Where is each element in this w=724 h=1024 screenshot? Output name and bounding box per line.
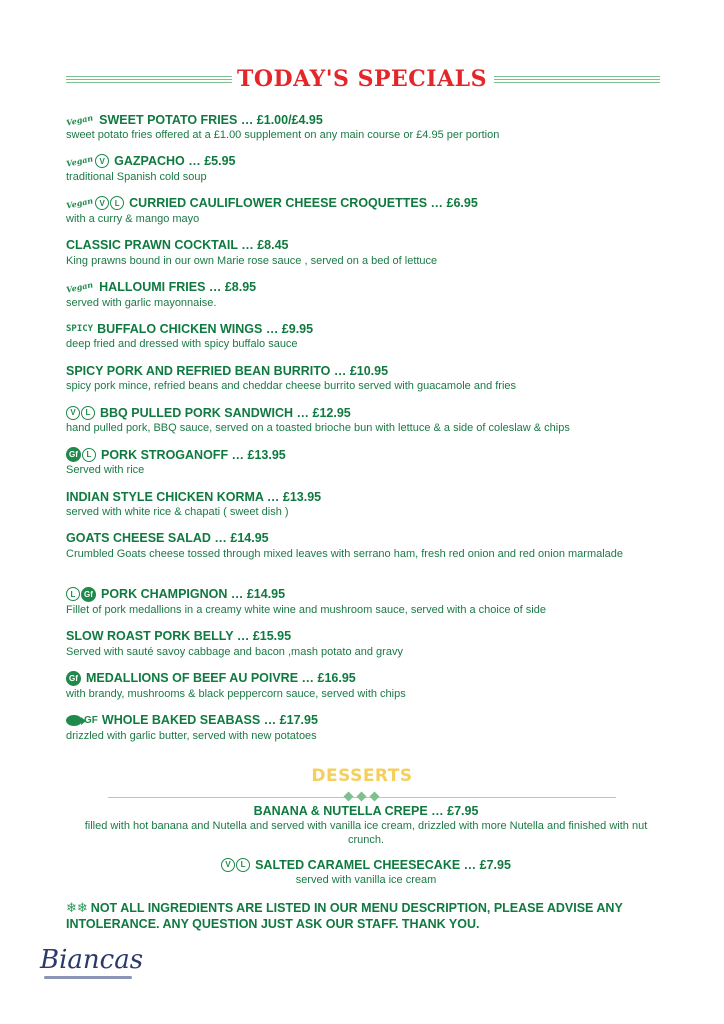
menu-item xyxy=(66,237,666,279)
item-name: WHOLE BAKED SEABASS … £17.95 xyxy=(101,713,318,728)
item-description: with a curry & mango mayo xyxy=(66,212,200,225)
menu-item xyxy=(66,195,666,237)
menu-item xyxy=(66,111,666,153)
item-name: INDIAN STYLE CHICKEN KORMA … £13.95 xyxy=(66,489,322,504)
item-description: Served with rice xyxy=(66,464,145,477)
lactose-icon: L xyxy=(66,587,80,601)
item-name: CURRIED CAULIFLOWER CHEESE CROQUETTES … £6.95 xyxy=(129,196,478,211)
item-description: deep fried and dressed with spicy buffalo sauce xyxy=(66,338,298,351)
menu-item xyxy=(66,153,666,195)
item-name: PORK STROGANOFF … £13.95 xyxy=(101,447,286,462)
item-name: GAZPACHO … £5.95 xyxy=(114,154,236,169)
notice-text: NOT ALL INGREDIENTS ARE LISTED IN OUR MENU DESCRIPTION, PLEASE ADVISE ANY INTOLERANCE. ANY QUESTION JUST ASK OUR STAFF. THANK YOU. xyxy=(66,901,623,931)
diamond-ornament xyxy=(344,792,354,802)
diamond-ornament xyxy=(370,792,380,802)
item-name: SWEET POTATO FRIES … £1.00/£4.95 xyxy=(99,112,323,127)
item-name: SPICY PORK AND REFRIED BEAN BURRITO … £10.95 xyxy=(66,363,389,378)
menu-item xyxy=(66,670,666,712)
item-name: PORK CHAMPIGNON … £14.95 xyxy=(101,587,286,602)
desserts-heading: DESSERTS xyxy=(311,766,413,786)
vegetarian-icon: V xyxy=(66,406,80,420)
menu-item xyxy=(66,712,666,754)
allergy-notice xyxy=(66,900,666,932)
menu-item xyxy=(66,446,666,488)
menu-item xyxy=(66,320,666,362)
restaurant-logo: Biancas xyxy=(40,945,144,975)
menu-item xyxy=(66,279,666,321)
vegetarian-icon: V xyxy=(221,858,235,872)
item-name: SLOW ROAST PORK BELLY … £15.95 xyxy=(66,629,292,644)
gluten-free-icon: GF xyxy=(84,714,98,726)
logo-swoosh xyxy=(44,976,132,979)
vegan-icon: Vegan xyxy=(65,195,94,211)
item-description: King prawns bound in our own Marie rose sauce , served on a bed of lettuce xyxy=(66,254,438,267)
gluten-free-icon: Gf xyxy=(81,587,96,602)
gluten-free-icon: Gf xyxy=(66,671,81,686)
item-description: traditional Spanish cold soup xyxy=(66,170,207,183)
menu-item xyxy=(66,404,666,446)
gluten-free-icon: Gf xyxy=(66,447,81,462)
item-name: CLASSIC PRAWN COCKTAIL … £8.45 xyxy=(66,238,289,253)
item-description: hand pulled pork, BBQ sauce, served on a toasted brioche bun with lettuce & a side of coleslaw & chips xyxy=(66,422,570,435)
menu-item xyxy=(66,628,666,670)
item-name: GOATS CHEESE SALAD … £14.95 xyxy=(66,531,269,546)
dessert-item xyxy=(66,856,666,887)
menu-item xyxy=(66,362,666,404)
item-description: drizzled with garlic butter, served with new potatoes xyxy=(66,729,317,742)
dessert-description: filled with hot banana and Nutella and served with vanilla ice cream, drizzled with more Nutella and finished with nut crunch. xyxy=(84,820,648,846)
item-description: served with garlic mayonnaise. xyxy=(66,296,217,309)
dessert-name: SALTED CARAMEL CHEESECAKE … £7.95 xyxy=(255,857,511,872)
item-description: with brandy, mushrooms & black peppercorn sauce, served with chips xyxy=(66,687,406,700)
snowflake-icon: ❄❄ xyxy=(66,900,88,915)
vegan-icon: Vegan xyxy=(65,279,94,295)
item-description: Served with sauté savoy cabbage and bacon ,mash potato and gravy xyxy=(66,645,403,658)
vegan-icon: Vegan xyxy=(65,111,94,128)
diamond-ornament xyxy=(357,792,367,802)
title-rule-right xyxy=(494,76,660,85)
item-name: BUFFALO CHICKEN WINGS … £9.95 xyxy=(97,321,314,336)
item-description: spicy pork mince, refried beans and cheddar cheese burrito served with guacamole and fries xyxy=(66,380,517,393)
item-name: BBQ PULLED PORK SANDWICH … £12.95 xyxy=(100,405,351,420)
vegetarian-icon: V xyxy=(95,196,109,210)
fish-icon xyxy=(66,715,82,726)
lactose-icon: L xyxy=(110,196,124,210)
menu-item xyxy=(66,488,666,530)
dessert-description: served with vanilla ice cream xyxy=(295,874,437,886)
spicy-icon: SPICY xyxy=(66,323,94,334)
item-description: served with white rice & chapati ( sweet dish ) xyxy=(66,506,289,519)
header xyxy=(0,66,724,96)
lactose-icon: L xyxy=(81,406,95,420)
vegetarian-icon: V xyxy=(95,154,109,168)
item-name: HALLOUMI FRIES … £8.95 xyxy=(99,280,257,295)
item-description: sweet potato fries offered at a £1.00 supplement on any main course or £4.95 per portion xyxy=(66,129,500,141)
lactose-icon: L xyxy=(236,858,250,872)
menu-item xyxy=(66,530,666,586)
page-title: TODAY'S SPECIALS xyxy=(237,66,487,92)
lactose-icon: L xyxy=(82,448,96,462)
dessert-name: BANANA & NUTELLA CREPE … £7.95 xyxy=(253,803,479,818)
specials-list xyxy=(66,111,666,753)
item-description: Crumbled Goats cheese tossed through mixed leaves with serrano ham, fresh red onion and red onion marmalade xyxy=(66,547,624,560)
menu-item xyxy=(66,586,666,628)
item-name: MEDALLIONS OF BEEF AU POIVRE … £16.95 xyxy=(86,671,356,686)
vegan-icon: Vegan xyxy=(65,153,94,170)
dessert-item xyxy=(66,802,666,847)
item-description: Fillet of pork medallions in a creamy white wine and mushroom sauce, served with a choice of side xyxy=(66,603,546,616)
